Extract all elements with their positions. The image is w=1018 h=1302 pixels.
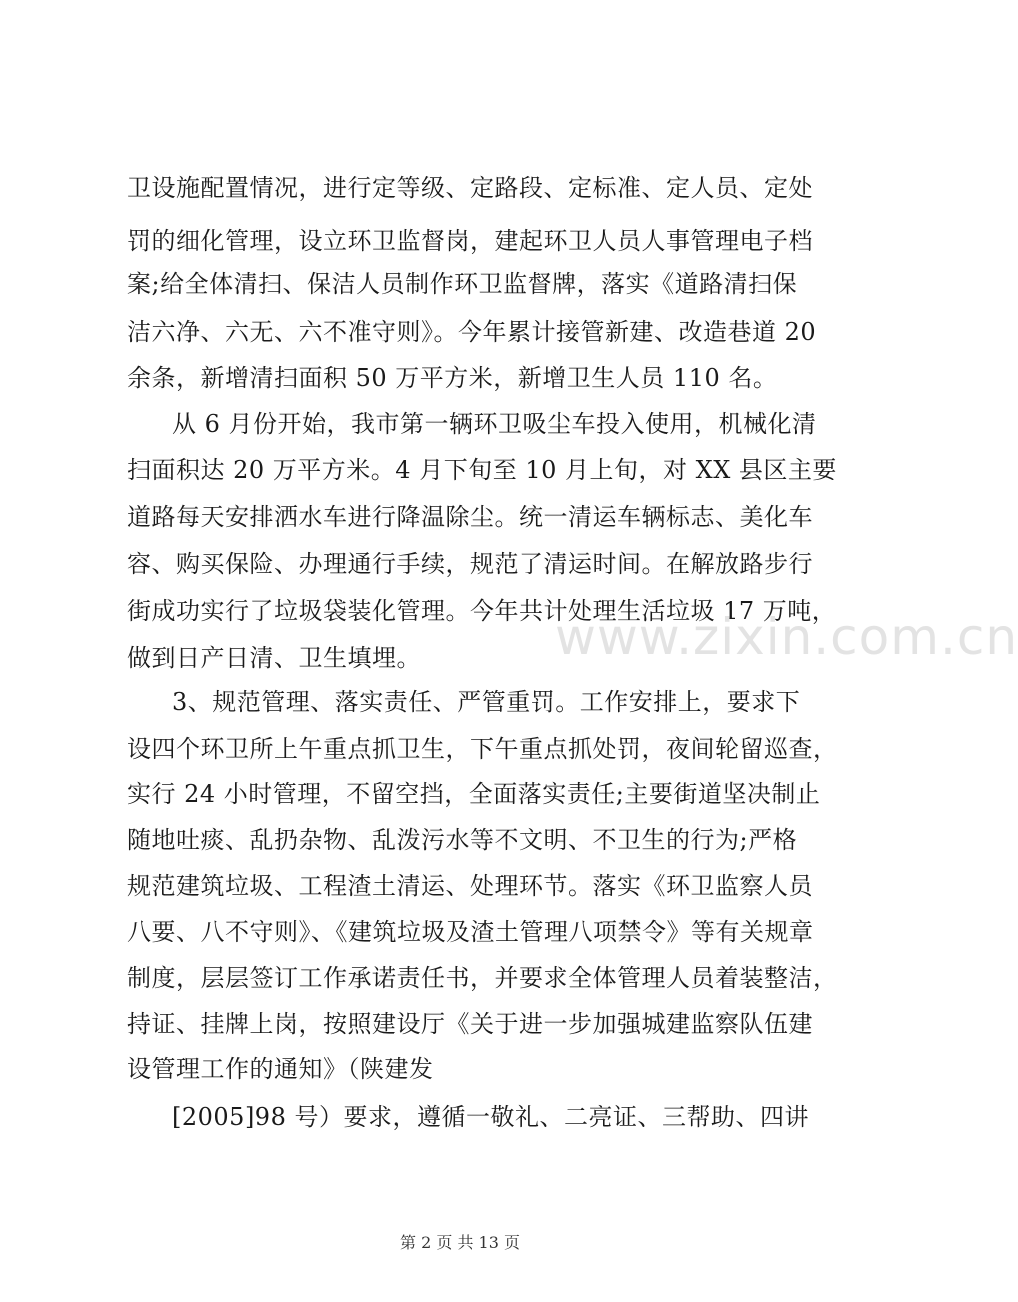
text-line: 从 6 月份开始，我市第一辆环卫吸尘车投入使用，机械化清 — [172, 410, 817, 438]
text-line: 余条，新增清扫面积 50 万平方米，新增卫生人员 110 名。 — [127, 364, 778, 392]
text-line: 制度，层层签订工作承诺责任书，并要求全体管理人员着装整洁， — [127, 964, 838, 992]
text-line: 容、购买保险、办理通行手续，规范了清运时间。在解放路步行 — [127, 550, 813, 578]
text-line: 八要、八不守则》、《建筑垃圾及渣土管理八项禁令》等有关规章 — [127, 918, 814, 946]
text-line: 持证、挂牌上岗，按照建设厅《关于进一步加强城建监察队伍建 — [127, 1010, 813, 1038]
text-line: 扫面积达 20 万平方米。4 月下旬至 10 月上旬，对 XX 县区主要 — [127, 456, 837, 484]
text-line: 卫设施配置情况，进行定等级、定路段、定标准、定人员、定处 — [127, 174, 813, 202]
text-line: 3、规范管理、落实责任、严管重罚。工作安排上，要求下 — [172, 688, 801, 716]
text-line: 洁六净、六无、六不准守则》。今年累计接管新建、改造巷道 20 — [127, 318, 817, 346]
watermark: www.zixin.com.cn — [555, 608, 1018, 666]
text-line: 规范建筑垃圾、工程渣土清运、处理环节。落实《环卫监察人员 — [127, 872, 813, 900]
text-line: 随地吐痰、乱扔杂物、乱泼污水等不文明、不卫生的行为;严格 — [127, 826, 798, 854]
text-line: 做到日产日清、卫生填埋。 — [127, 644, 421, 672]
text-line: 案;给全体清扫、保洁人员制作环卫监督牌，落实《道路清扫保 — [127, 270, 798, 298]
text-line: 街成功实行了垃圾袋装化管理。今年共计处理生活垃圾 17 万吨， — [127, 597, 837, 625]
text-line: 罚的细化管理，设立环卫监督岗，建起环卫人员人事管理电子档 — [127, 227, 813, 255]
text-line: 道路每天安排洒水车进行降温除尘。统一清运车辆标志、美化车 — [127, 503, 813, 531]
page-indicator: 第 2 页 共 13 页 — [400, 1233, 520, 1252]
text-line: 设四个环卫所上午重点抓卫生，下午重点抓处罚，夜间轮留巡查， — [127, 735, 838, 763]
text-line: [2005]98 号）要求，遵循一敬礼、二亮证、三帮助、四讲 — [172, 1103, 809, 1131]
text-line: 设管理工作的通知》（陕建发 — [127, 1055, 434, 1083]
text-line: 实行 24 小时管理，不留空挡，全面落实责任;主要街道坚决制止 — [127, 780, 821, 808]
